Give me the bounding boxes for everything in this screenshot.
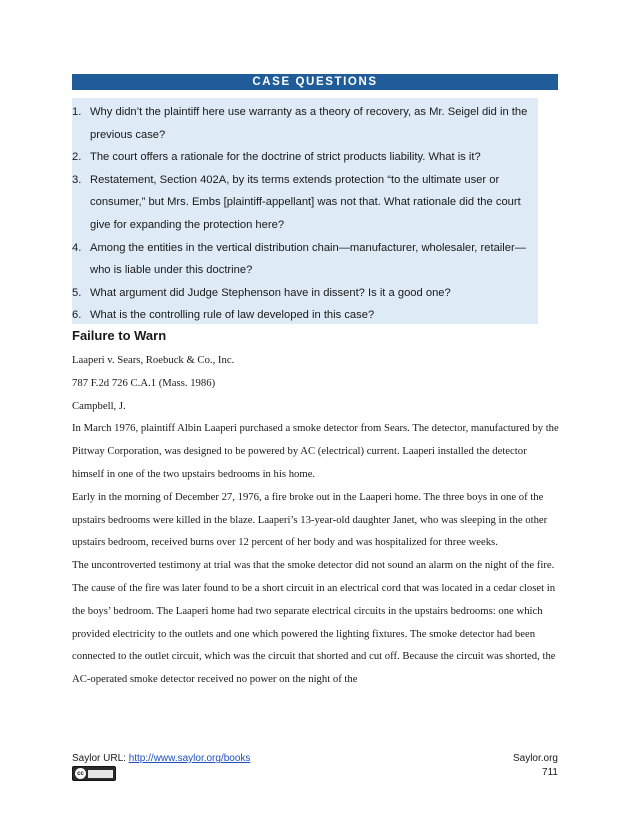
item-text: Among the entities in the vertical distribution chain—manufacturer, wholesaler, retailer—who is liable under this doctrine? — [90, 241, 526, 277]
body-paragraph: The uncontroverted testimony at trial was that the smoke detector did not sound an alarm on the night of the fire. The cause of the fire was later found to be a short circuit in an electrical cord that was located in a cedar closet in the boys’ bedroom. The Laaperi home had two separate electrical circuits in the upstairs bedrooms: one which provided electricity to the outlets and one which powered the lighting fixtures. The smoke detector had been connected to the outlet circuit, which was the circuit that shorted and cut off. Because the circuit was shorted, the AC-operated smoke detector received no power on the night of the — [72, 559, 556, 686]
list-item — [72, 282, 540, 305]
list-item — [72, 146, 540, 169]
item-number: 6. — [72, 309, 82, 322]
item-number: 1. — [72, 106, 82, 118]
item-text: What argument did Judge Stephenson have in dissent? Is it a good one? — [90, 286, 451, 299]
body-paragraph: In March 1976, plaintiff Albin Laaperi purchased a smoke detector from Sears. The detector, manufactured by the Pittway Corporation, was designed to be powered by AC (electrical) current. Laaperi installed the detector himself in one of the two upstairs bedrooms in his home. — [72, 422, 559, 480]
case-citation: 787 F.2d 726 C.A.1 (Mass. 1986) — [72, 376, 216, 389]
list-item — [72, 101, 540, 146]
footer-page-info — [513, 752, 558, 780]
case-judge: Campbell, J. — [72, 399, 126, 412]
item-text: Why didn’t the plaintiff here use warranty as a theory of recovery, as Mr. Seigel did in the previous case? — [90, 106, 528, 141]
footer-source — [72, 752, 250, 765]
footer-url-link[interactable]: http://www.saylor.org/books — [128, 753, 251, 764]
item-number: 3. — [72, 173, 82, 186]
creative-commons-license-icon — [72, 766, 116, 781]
list-item — [72, 237, 540, 282]
page-number: 711 — [542, 767, 558, 778]
license-bar-icon — [88, 770, 113, 778]
section-title: Failure to Warn — [72, 328, 167, 343]
item-number: 5. — [72, 286, 82, 299]
item-text: The court offers a rationale for the doctrine of strict products liability. What is it? — [90, 151, 481, 164]
cc-logo-icon: cc — [75, 768, 86, 779]
list-item — [72, 169, 540, 237]
case-body — [72, 349, 560, 691]
body-paragraph: Early in the morning of December 27, 1976, a fire broke out in the Laaperi home. The three boys in one of the upstairs bedrooms were killed in the blaze. Laaperi’s 13-year-old daughter Janet, who was sleeping in the other upstairs bedroom, received burns over 12 percent of her body and was hospitalized for three weeks. — [72, 490, 548, 549]
item-number: 2. — [72, 151, 82, 164]
footer-url-label: Saylor URL: — [72, 753, 129, 764]
case-questions-banner: CASE QUESTIONS — [72, 74, 558, 90]
case-name: Laaperi v. Sears, Roebuck & Co., Inc. — [72, 354, 235, 366]
item-text: Restatement, Section 402A, by its terms extends protection “to the ultimate user or consumer,” but Mrs. Embs [plaintiff-appellant] was not that. What rationale did the court give for expanding the protection here? — [90, 173, 521, 231]
list-item — [72, 304, 540, 327]
item-number: 4. — [72, 241, 82, 254]
footer-site: Saylor.org — [512, 753, 558, 764]
item-text: What is the controlling rule of law developed in this case? — [90, 309, 375, 322]
case-questions-list — [72, 101, 540, 327]
